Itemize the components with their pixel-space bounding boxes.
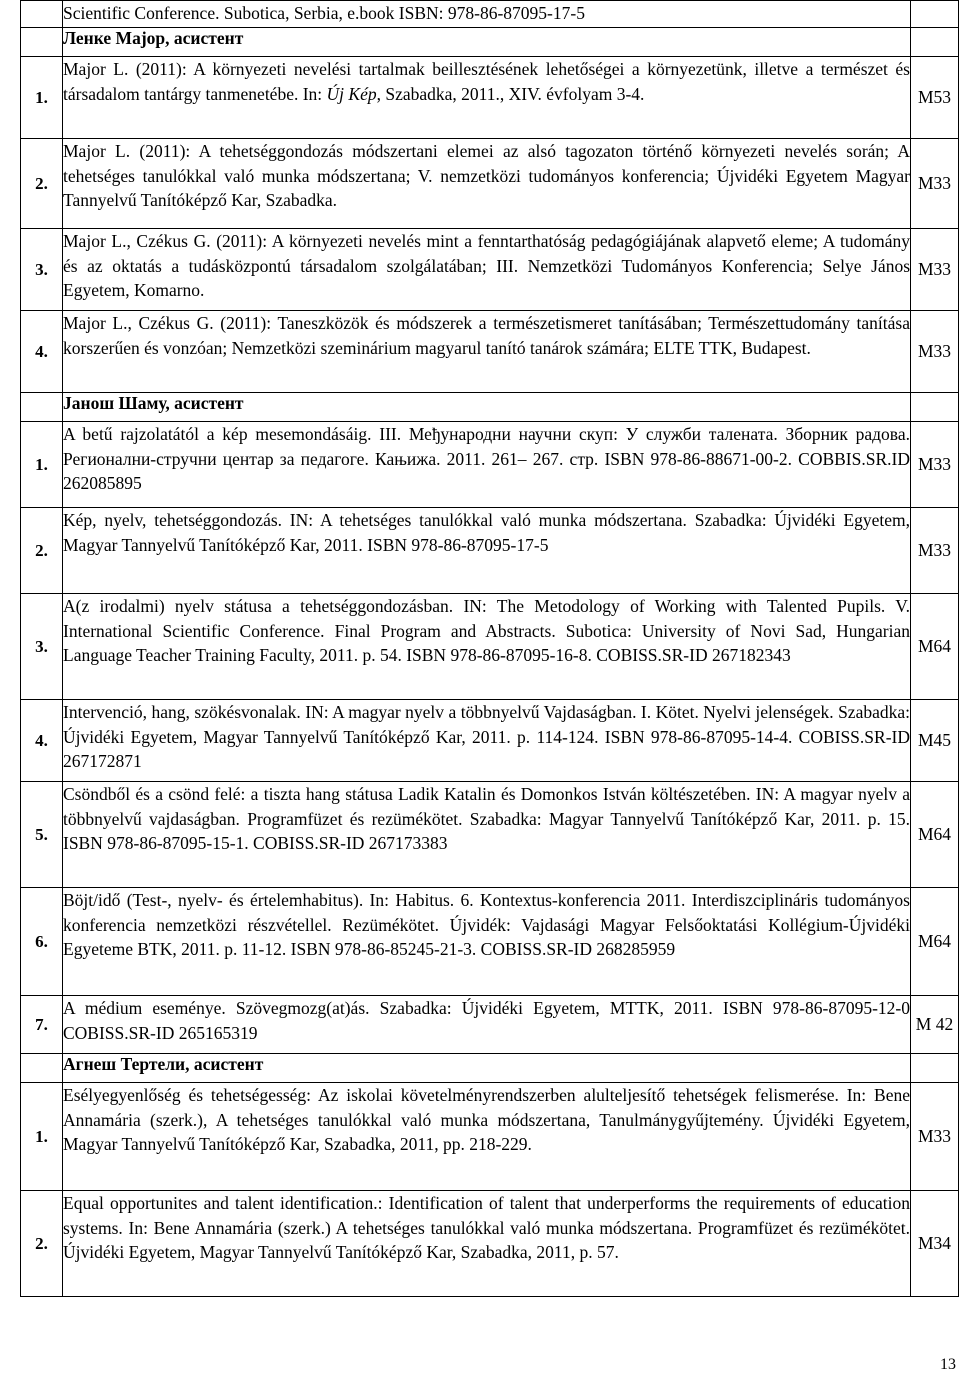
publication-citation bbox=[63, 57, 911, 139]
category-code: M33 bbox=[911, 139, 959, 229]
category-code: M34 bbox=[911, 1191, 959, 1297]
item-number: 3. bbox=[21, 229, 63, 311]
section-header-row bbox=[21, 393, 959, 422]
category-code: M64 bbox=[911, 782, 959, 888]
publication-citation: Intervenció, hang, szökésvonalak. IN: A magyar nyelv a többnyelvű Vajdaságban. I. Kötet. Nyelvi jelenségek. Szabadka: Újvidéki Egyetem, Magyar Tannyelvű Tanítóképző Kar, 2011. p. 114-124. ISBN 978-86-87095-14-4. COBISS.SR-ID 267172871 bbox=[63, 700, 911, 782]
publication-row bbox=[21, 1083, 959, 1191]
publication-row bbox=[21, 57, 959, 139]
publication-citation: A(z irodalmi) nyelv státusa a tehetséggondozásban. IN: The Metodology of Working with Talented Pupils. V. International Scientific Conference. Final Program and Abstracts. Subotica: University of Novi Sad, Hungarian Language Teacher Training Faculty, 2011. p. 54. ISBN 978-86-87095-16-8. COBISS.SR-ID 267182343 bbox=[63, 594, 911, 700]
item-number: 2. bbox=[21, 508, 63, 594]
item-number: 2. bbox=[21, 139, 63, 229]
category-code: M64 bbox=[911, 594, 959, 700]
publication-row bbox=[21, 229, 959, 311]
publication-row bbox=[21, 594, 959, 700]
citation-part: , Szabadka, 2011., XIV. évfolyam 3-4. bbox=[376, 83, 645, 104]
publication-citation: Kép, nyelv, tehetséggondozás. IN: A tehetséges tanulókkal való munka módszertana. Szabadka: Újvidéki Egyetem, Magyar Tannyelvű Tanítóképző Kar, 2011. ISBN 978-86-87095-17-5 bbox=[63, 508, 911, 594]
item-number: 7. bbox=[21, 996, 63, 1054]
publication-citation: Major L., Czékus G. (2011): Taneszközök és módszerek a természetismeret tanításában; Természettudomány tanítása korszerűen és vonzóan; Nemzetközi szeminárium magyarul tanító tanárok számára; ELTE TTK, Budapest. bbox=[63, 311, 911, 393]
publication-row bbox=[21, 1191, 959, 1297]
section-header: Ленке Мајор, асистент bbox=[63, 28, 911, 57]
publication-citation: Esélyegyenlőség és tehetségesség: Az iskolai követelményrendszerben alulteljesítő tehetségek felismerése. In: Bene Annamária (szerk.), A tehetséges tanulókkal való munka módszertana, Tanulmánygyűjtemény. Újvidéki Egyetem, Magyar Tannyelvű Tanítóképző Kar, Szabadka, 2011, pp. 218-229. bbox=[63, 1083, 911, 1191]
page-number: 13 bbox=[940, 1356, 956, 1373]
item-number: 5. bbox=[21, 782, 63, 888]
publication-citation: Major L., Czékus G. (2011): A környezeti nevelés mint a fenntarthatóság pedagógiájának alapvető eleme; A tudomány és az oktatás a tudásközpontú társadalom szolgálatában; III. Nemzetközi Tudományos Konferencia; Selye János Egyetem, Komarno. bbox=[63, 229, 911, 311]
category-code: M33 bbox=[911, 229, 959, 311]
publication-citation: A betű rajzolatától a kép mesemondásáig. III. Међународни научни скуп: У служби талената. Зборник радова. Регионални-стручни центар за педагоге. Кањижа. 2011. 261– 267. стр. ISBN 978-86-88671-00-2. COBBIS.SR.ID 262085895 bbox=[63, 422, 911, 508]
category-code: M 42 bbox=[911, 996, 959, 1054]
category-code: M33 bbox=[911, 422, 959, 508]
item-number: 6. bbox=[21, 888, 63, 996]
item-number: 4. bbox=[21, 700, 63, 782]
item-number: 1. bbox=[21, 57, 63, 139]
section-header: Агнеш Тертели, асистент bbox=[63, 1054, 911, 1083]
conference-continuation-text: Scientific Conference. Subotica, Serbia, e.book ISBN: 978-86-87095-17-5 bbox=[63, 1, 911, 28]
category-code: M33 bbox=[911, 508, 959, 594]
publication-row bbox=[21, 782, 959, 888]
category-code: M53 bbox=[911, 57, 959, 139]
publication-citation: A médium eseménye. Szövegmozg(at)ás. Szabadka: Újvidéki Egyetem, MTTK, 2011. ISBN 978-86-87095-12-0 COBISS.SR-ID 265165319 bbox=[63, 996, 911, 1054]
citation-part: Major L. (2011): A környezeti nevelési tartalmak beillesztésének lehetőségei a környezetünk, illetve a természet és társadalom tantárgy tanmenetébe. In: bbox=[63, 59, 910, 104]
publication-citation: Csöndből és a csönd felé: a tiszta hang státusa Ladik Katalin és Domonkos István költészetében. IN: A magyar nyelv a többnyelvű vajdaságban. Programfüzet és rezümékötet. Szabadka: Magyar Tannyelvű Tanítóképző Kar, 2011. p. 15. ISBN 978-86-87095-15-1. COBISS.SR-ID 267173383 bbox=[63, 782, 911, 888]
section-header-row bbox=[21, 1054, 959, 1083]
item-number: 1. bbox=[21, 422, 63, 508]
publication-citation: Major L. (2011): A tehetséggondozás módszertani elemei az alsó tagozaton történő környezeti nevelés során; A tehetséges tanulókkal való munka módszertana; V. nemzetközi tudományos konferencia; Újvidéki Egyetem Magyar Tannyelvű Tanítóképző Kar, Szabadka. bbox=[63, 139, 911, 229]
category-code: M64 bbox=[911, 888, 959, 996]
publication-row bbox=[21, 311, 959, 393]
item-number: 3. bbox=[21, 594, 63, 700]
section-header: Јанош Шаму, асистент bbox=[63, 393, 911, 422]
item-number: 2. bbox=[21, 1191, 63, 1297]
publication-citation: Equal opportunites and talent identification.: Identification of talent that underperforms the requirements of education systems. In: Bene Annamária (szerk.) A tehetséges tanulókkal való munka módszertana. Programfüzet és rezümékötet. Újvidéki Egyetem, Magyar Tannyelvű Tanítóképző Kar, Szabadka, 2011, p. 57. bbox=[63, 1191, 911, 1297]
publication-row bbox=[21, 700, 959, 782]
publications-table bbox=[20, 0, 959, 1297]
publication-row bbox=[21, 996, 959, 1054]
category-code: M45 bbox=[911, 700, 959, 782]
publication-row bbox=[21, 422, 959, 508]
category-code: M33 bbox=[911, 311, 959, 393]
top-continuation-row bbox=[21, 1, 959, 28]
item-number: 1. bbox=[21, 1083, 63, 1191]
section-header-row bbox=[21, 28, 959, 57]
publication-row bbox=[21, 139, 959, 229]
category-code: M33 bbox=[911, 1083, 959, 1191]
publication-row bbox=[21, 508, 959, 594]
publication-row bbox=[21, 888, 959, 996]
publication-citation: Böjt/idő (Test-, nyelv- és értelemhabitus). In: Habitus. 6. Kontextus-konferencia 2011. Interdiszciplináris tudományos konferencia nemzetközi részvétellel. Rezümékötet. Újvidék: Vajdasági Magyar Felsőoktatási Kollégium-Újvidéki Egyeteme BTK, 2011. p. 11-12. ISBN 978-86-85245-21-3. COBISS.SR-ID 268285959 bbox=[63, 888, 911, 996]
journal-title: Új Kép bbox=[326, 83, 377, 104]
item-number: 4. bbox=[21, 311, 63, 393]
